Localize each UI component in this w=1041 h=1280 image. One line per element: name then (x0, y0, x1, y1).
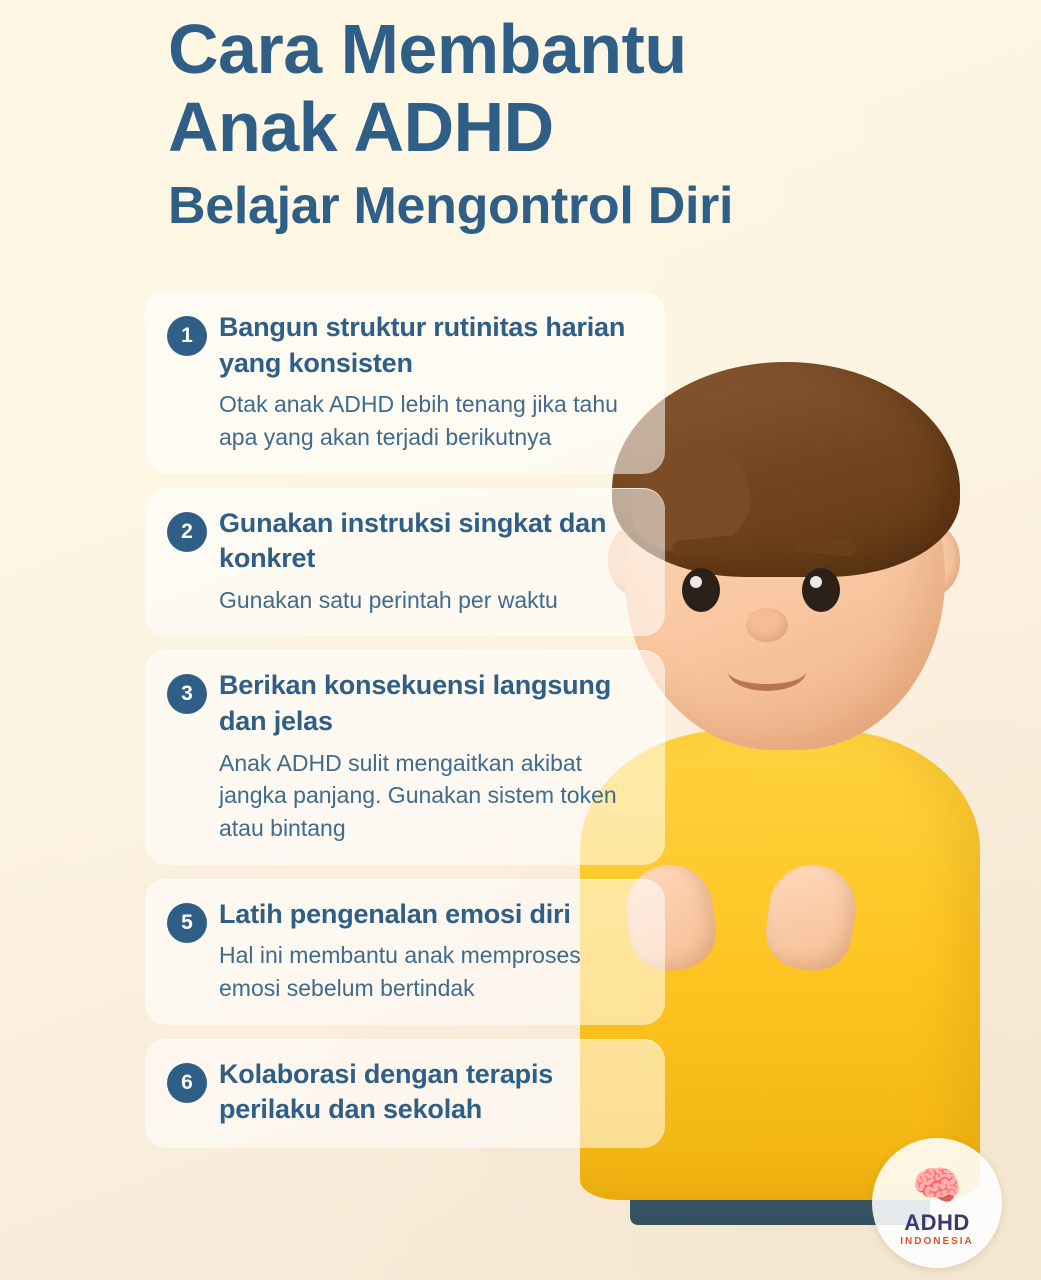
tip-title: Kolaborasi dengan terapis perilaku dan sekolah (219, 1058, 554, 1125)
logo-subtitle: INDONESIA (900, 1235, 974, 1247)
character-eye-right (802, 568, 840, 612)
tip-number-badge: 2 (167, 512, 207, 552)
brain-icon: 🧠 (912, 1163, 962, 1208)
tip-description: Anak ADHD sulit mengaitkan akibat jangka panjang. Gunakan sistem token atau bintang (219, 749, 617, 842)
tip-title: Berikan konsekuensi langsung dan jelas (219, 670, 612, 737)
tip-number-badge: 5 (167, 903, 207, 943)
list-item (145, 650, 665, 864)
title-line-3: Belajar Mengontrol Diri (168, 176, 734, 235)
list-item (145, 292, 665, 474)
tip-number-badge: 3 (167, 674, 207, 714)
title-line-1: Cara Membantu (168, 10, 687, 88)
character-eye-left (682, 568, 720, 612)
tip-number-badge: 1 (167, 316, 207, 356)
page-title (168, 10, 968, 240)
logo-title: ADHD (904, 1209, 970, 1235)
tip-title: Latih pengenalan emosi diri (219, 898, 571, 929)
tip-description: Hal ini membantu anak memproses emosi sebelum bertindak (219, 942, 581, 1001)
tip-title: Gunakan instruksi singkat dan konkret (219, 507, 607, 574)
title-line-2: Anak ADHD (168, 88, 554, 167)
tip-description: Otak anak ADHD lebih tenang jika tahu apa yang akan terjadi berikutnya (219, 391, 618, 450)
tip-description: Gunakan satu perintah per waktu (219, 586, 558, 613)
tip-number-badge: 6 (167, 1063, 207, 1103)
character-mouth (728, 652, 806, 691)
brand-logo (872, 1138, 1002, 1268)
character-nose (746, 608, 788, 642)
tips-list (145, 292, 665, 1162)
list-item (145, 879, 665, 1025)
tip-title: Bangun struktur rutinitas harian yang konsisten (219, 312, 626, 378)
list-item (145, 488, 665, 637)
list-item (145, 1039, 665, 1148)
